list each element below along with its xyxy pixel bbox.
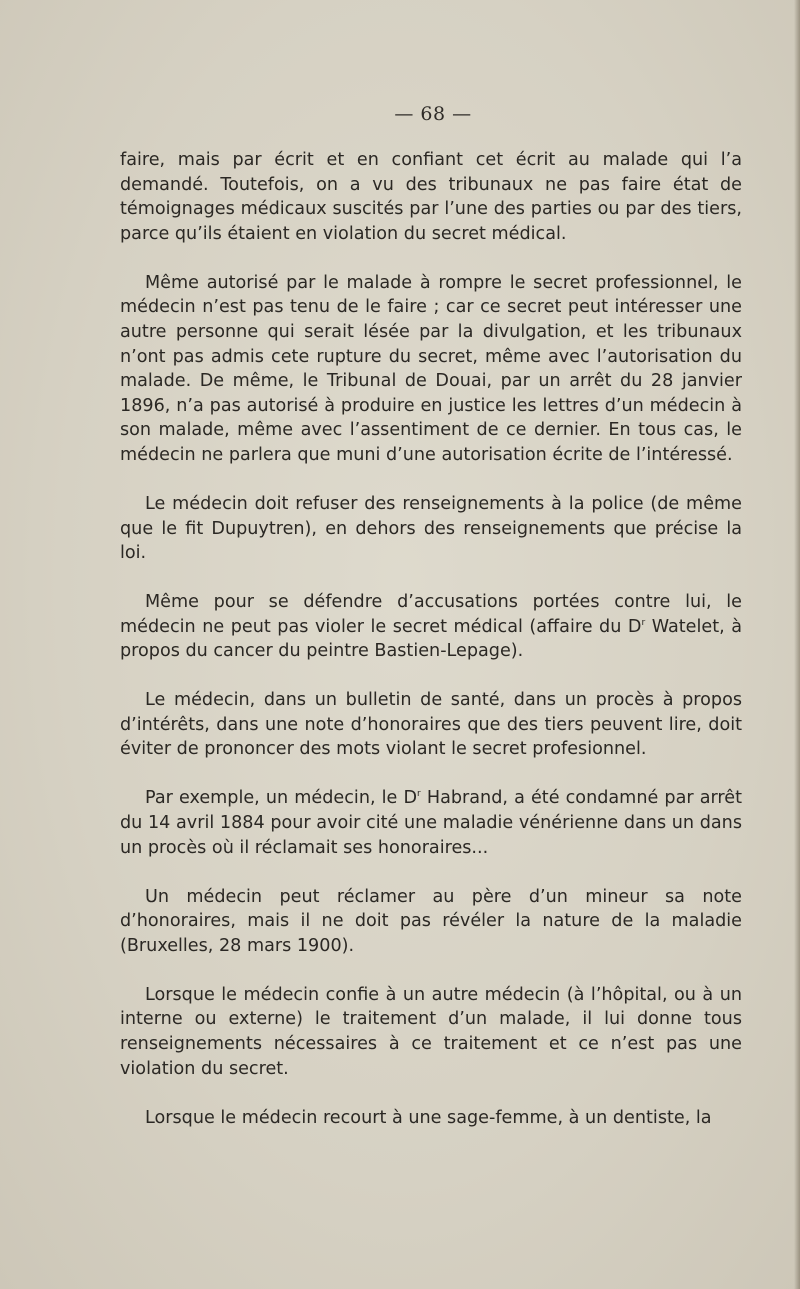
- paragraph-8: Lorsque le médecin confie à un autre médecin (à l’hôpital, ou à un interne ou externe) le traitement d’un malade, il lui donne tous renseignements nécessaires à ce traitement et ce n’est pas une violation du secret.: [120, 984, 742, 1079]
- paragraph-7: Un médecin peut réclamer au père d’un mineur sa note d’honoraires, mais il ne doit pas révéler la nature de la maladie (Bruxelles, 28 mars 1900).: [120, 886, 742, 956]
- paragraph-2: Même autorisé par le malade à rompre le secret professionnel, le médecin n’est pas tenu de le faire ; car ce secret peut intéresser une autre personne qui serait lésée par la divulgation, et les tribunaux n’ont pas admis cete rupture du secret, même avec l’autorisation du malade. De même, le Tribunal de Douai, par un arrêt du 28 janvier 1896, n’a pas autorisé à produire en justice les lettres d’un médecin à son malade, même avec l’assentiment de ce dernier. En tous cas, le médecin ne parlera que muni d’une autorisation écrite de l’intéressé.: [120, 272, 742, 465]
- paragraph-6-text-b: Habrand, a été condamné par arrêt du 14 avril 1884 pour avoir cité une maladie vénérienne dans un dans un procès où il réclamait ses honoraires...: [120, 788, 742, 858]
- paragraph-3: Le médecin doit refuser des renseignements à la police (de même que le fit Dupuytren), en dehors des renseignements que précise la loi.: [120, 493, 742, 564]
- paragraph-5: Le médecin, dans un bulletin de santé, dans un procès à propos d’intérêts, dans une note d’honoraires que des tiers peuvent lire, doit éviter de prononcer des mots violant le secret profesionnel.: [120, 690, 742, 760]
- body-text: [120, 148, 742, 1155]
- doctor-abbrev-sup: r: [417, 789, 421, 800]
- paragraph-4-text-a: Même pour se défendre d’accusations portées contre lui, le médecin ne peut pas violer le secret médical (affaire du D: [120, 592, 742, 637]
- paragraph-4-text-b: Watelet, à propos du cancer du peintre Bastien-Lepage).: [120, 616, 743, 662]
- paragraph-9: Lorsque le médecin recourt à une sage-femme, à un dentiste, la: [145, 1107, 712, 1128]
- page-edge-shadow: [794, 0, 800, 1289]
- paragraph-6: [120, 786, 742, 860]
- doctor-abbrev-sup: r: [641, 617, 646, 628]
- paragraph-6-text-a: Par exemple, un médecin, le D: [145, 788, 418, 809]
- page-number: — 68 —: [394, 103, 472, 125]
- paragraph-4: [120, 590, 742, 664]
- paragraph-1: faire, mais par écrit et en confiant cet écrit au malade qui l’a demandé. Toutefois, on a vu des tribunaux ne pas faire état de témoignages médicaux suscités par l’une des parties ou par des tiers, parce qu’ils étaient en violation du secret médical.: [120, 150, 742, 244]
